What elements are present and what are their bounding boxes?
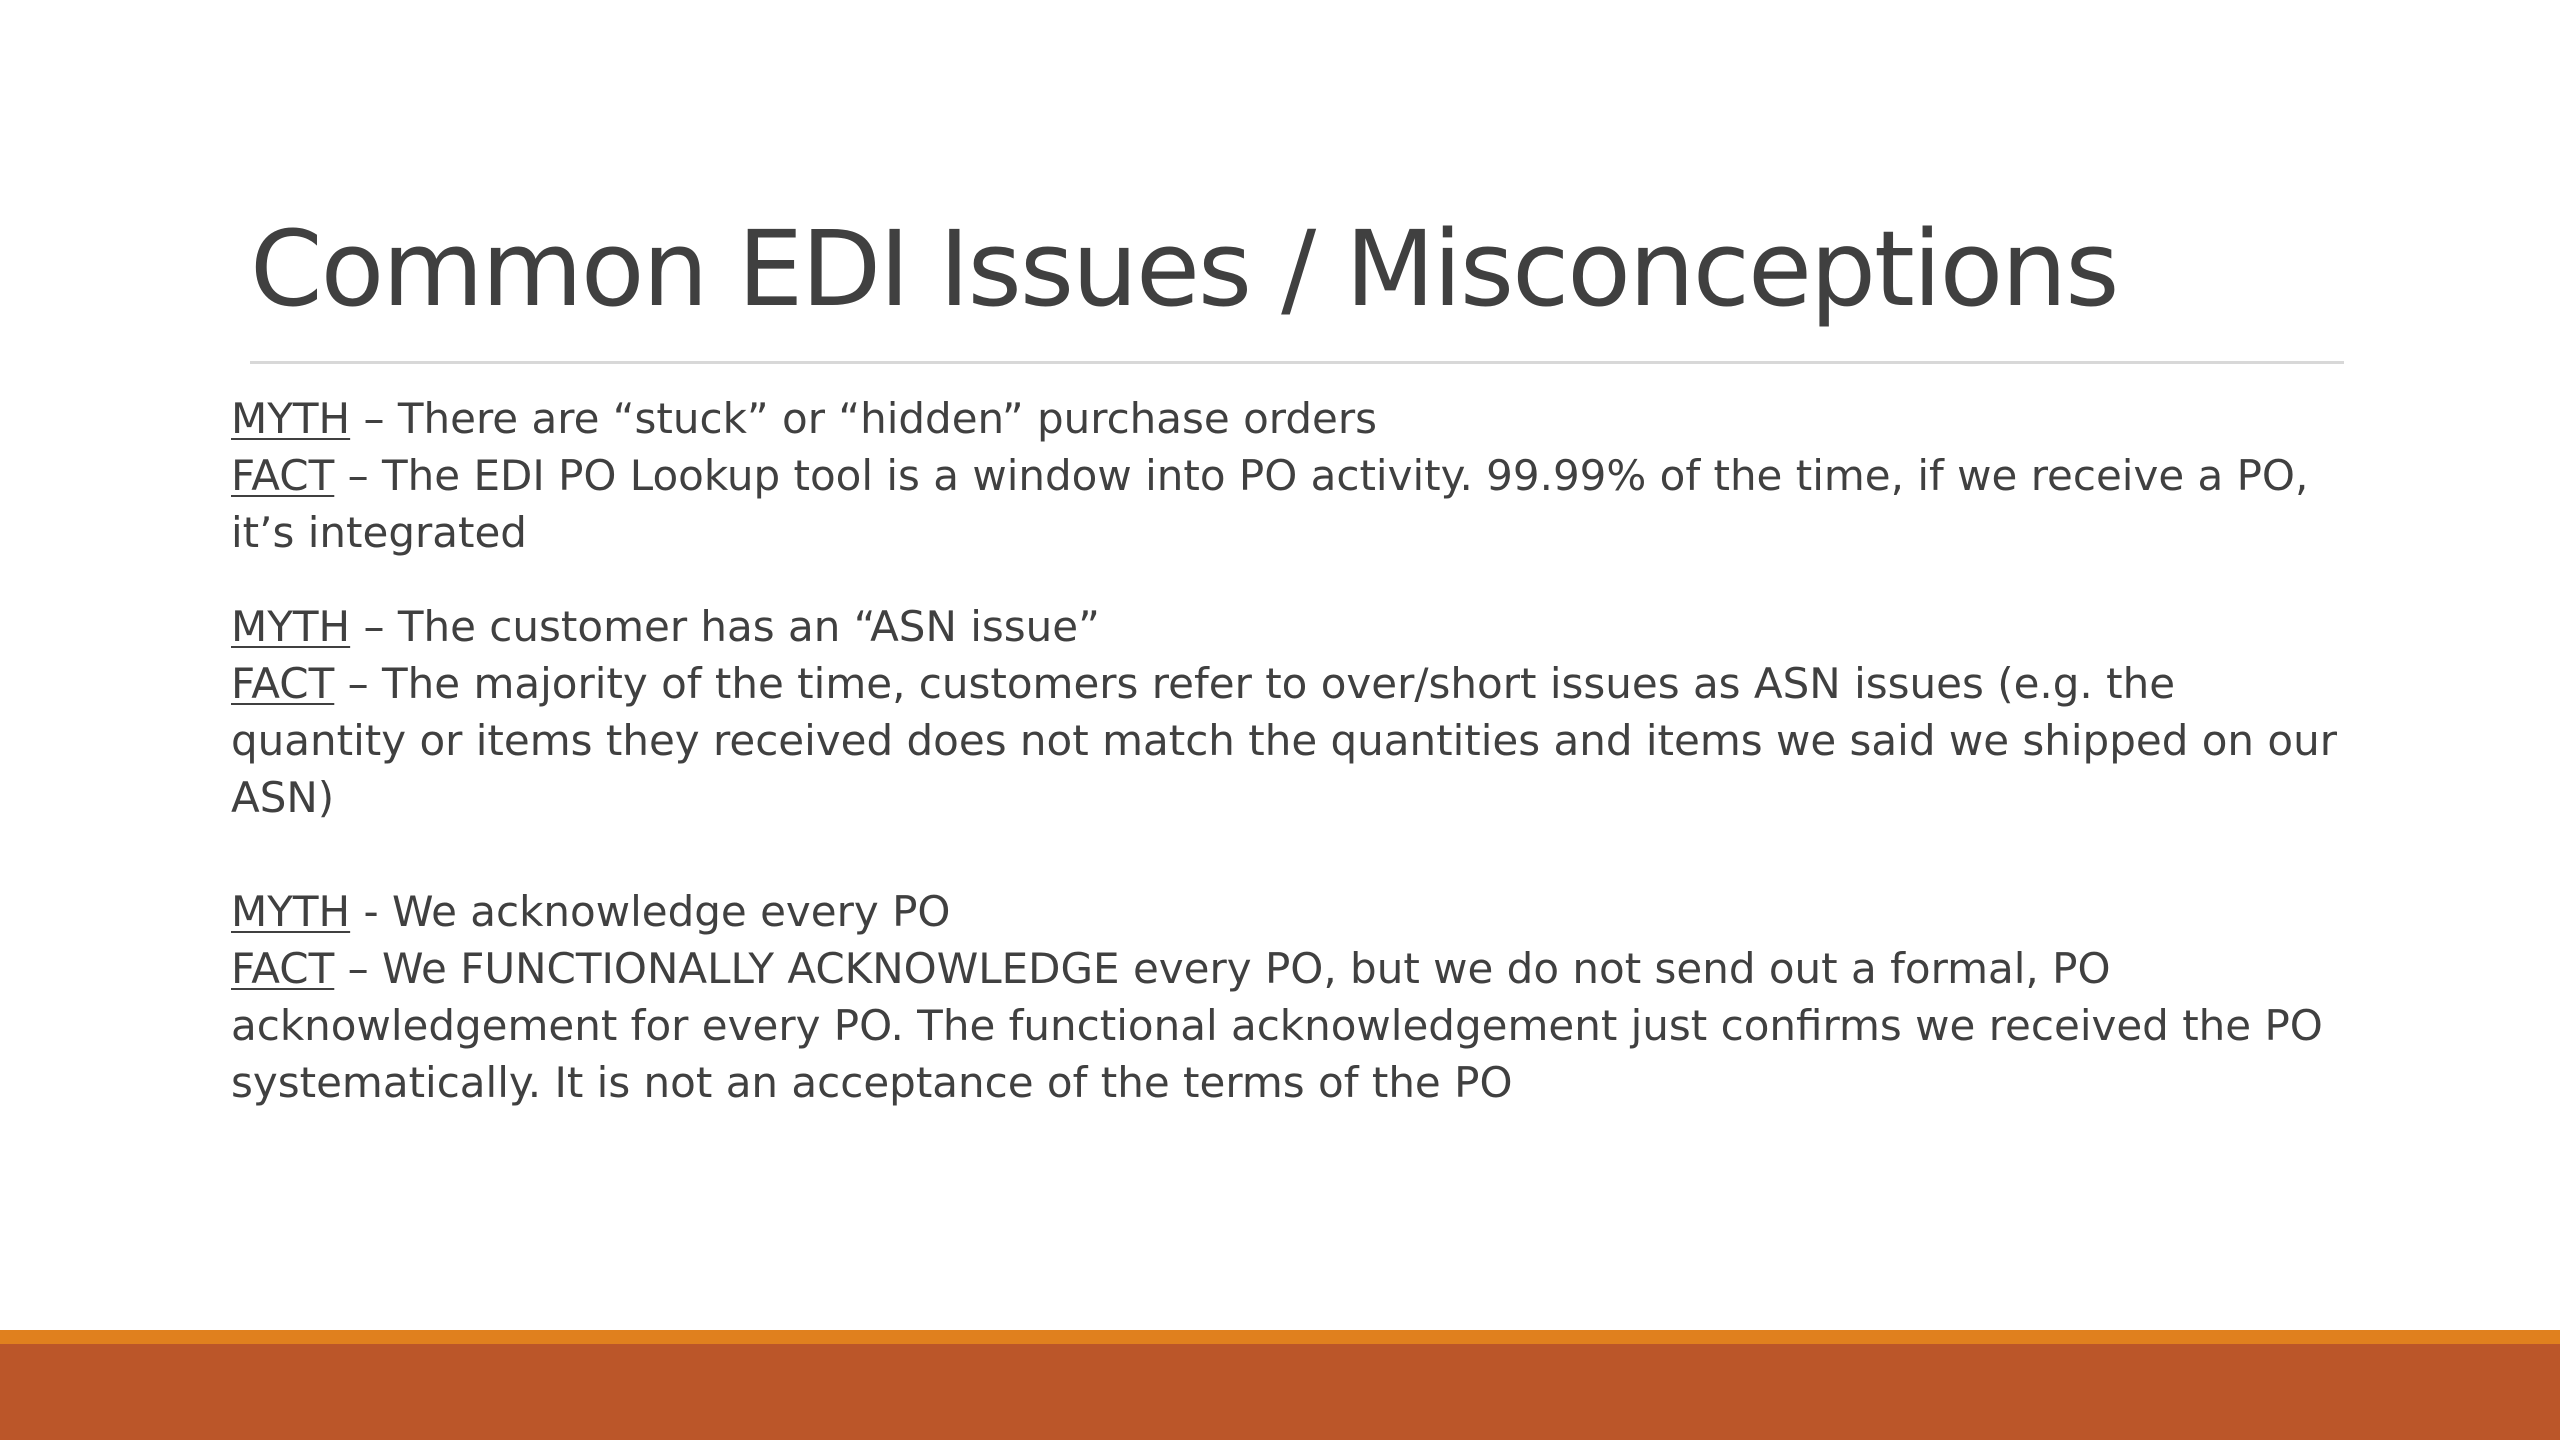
fact-text: – The EDI PO Lookup tool is a window into PO activity. 99.99% of the time, if we receive a PO, it’s integrated [231,451,2309,557]
fact-label: FACT [231,659,335,708]
footer-accent-band [0,1344,2560,1440]
fact-text: – The majority of the time, customers refer to over/short issues as ASN issues (e.g. the quantity or items they received does not match the quantities and items we said we shipped on our ASN) [231,659,2337,822]
fact-line [231,940,2341,1111]
myth-text: – There are “stuck” or “hidden” purchase orders [350,394,1377,443]
myth-label: MYTH [231,394,351,443]
myth-line [231,883,2341,940]
fact-text: – We FUNCTIONALLY ACKNOWLEDGE every PO, but we do not send out a formal, PO acknowledgement for every PO. The functional acknowledgement just confirms we received the PO systematically. It is not an acceptance of the terms of the PO [231,944,2323,1107]
footer-accent-stripe [0,1330,2560,1344]
myth-line [231,390,2341,447]
fact-label: FACT [231,451,335,500]
slide-title: Common EDI Issues / Misconceptions [250,208,2118,330]
myth-text: - We acknowledge every PO [350,887,951,936]
myth-label: MYTH [231,887,351,936]
fact-line [231,655,2341,826]
myth-text: – The customer has an “ASN issue” [350,602,1100,651]
title-divider [250,361,2344,364]
myth-label: MYTH [231,602,351,651]
fact-label: FACT [231,944,335,993]
slide-body [231,390,2341,1111]
myth-fact-block-1 [231,390,2341,561]
myth-fact-block-2 [231,598,2341,826]
fact-line [231,447,2341,561]
myth-line [231,598,2341,655]
myth-fact-block-3 [231,883,2341,1111]
